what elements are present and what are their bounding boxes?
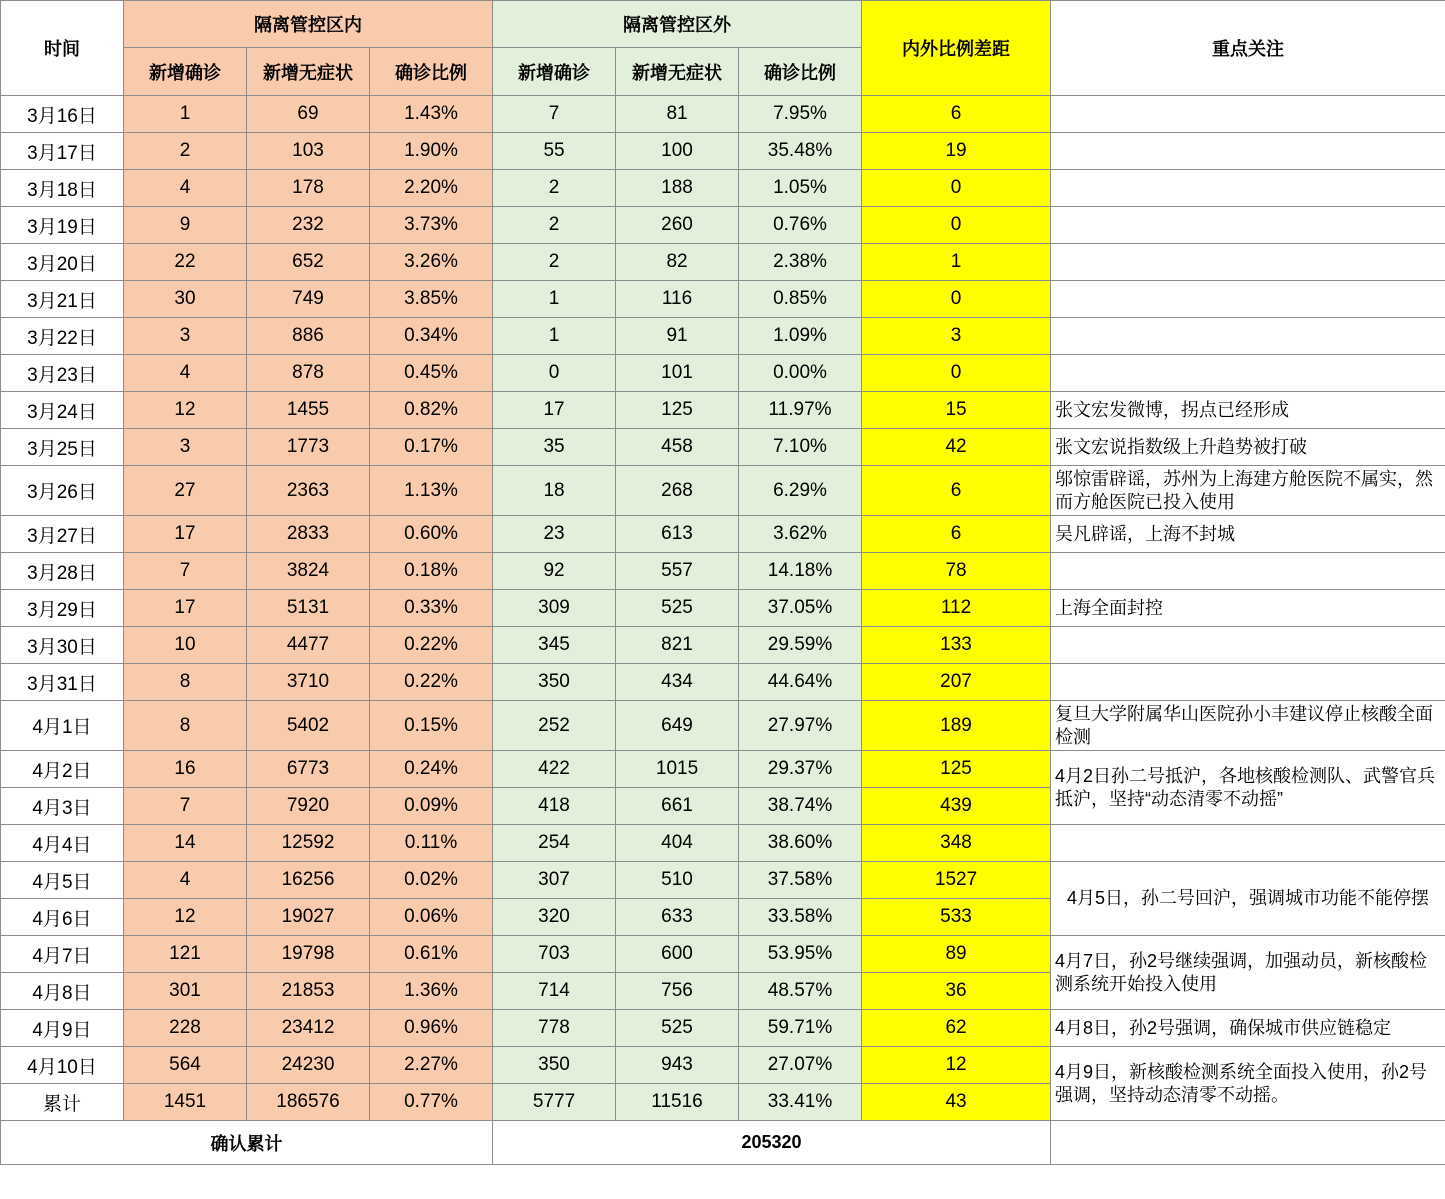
outside-ratio[interactable]: 2.38% (739, 244, 862, 281)
outside-ratio[interactable]: 0.76% (739, 207, 862, 244)
table-row (1, 825, 1445, 862)
inside-new-asymptomatic[interactable]: 5402 (247, 701, 370, 751)
outside-ratio[interactable]: 38.60% (739, 825, 862, 862)
date-cell[interactable]: 3月26日 (1, 466, 124, 516)
focus-note[interactable]: 4月5日，孙二号回沪，强调城市功能不能停摆 (1051, 862, 1445, 936)
outside-new-confirmed[interactable]: 7 (493, 96, 616, 133)
outside-new-asymptomatic[interactable]: 661 (616, 788, 739, 825)
inside-new-asymptomatic[interactable]: 178 (247, 170, 370, 207)
inside-new-confirmed[interactable]: 3 (124, 318, 247, 355)
date-cell[interactable]: 累计 (1, 1084, 124, 1121)
outside-new-asymptomatic[interactable]: 11516 (616, 1084, 739, 1121)
table-row (1, 170, 1445, 207)
inside-new-asymptomatic[interactable]: 23412 (247, 1010, 370, 1047)
ratio-diff[interactable]: 89 (862, 936, 1051, 973)
header-outside-group[interactable]: 隔离管控区外 (493, 1, 862, 48)
outside-new-asymptomatic[interactable]: 82 (616, 244, 739, 281)
inside-ratio[interactable]: 0.15% (370, 701, 493, 751)
outside-new-confirmed[interactable]: 350 (493, 664, 616, 701)
inside-ratio[interactable]: 1.43% (370, 96, 493, 133)
outside-new-asymptomatic[interactable]: 188 (616, 170, 739, 207)
inside-new-asymptomatic[interactable]: 24230 (247, 1047, 370, 1084)
inside-new-asymptomatic[interactable]: 19798 (247, 936, 370, 973)
outside-ratio[interactable]: 11.97% (739, 392, 862, 429)
table-row (1, 590, 1445, 627)
inside-new-confirmed[interactable]: 8 (124, 664, 247, 701)
table-row (1, 244, 1445, 281)
inside-ratio[interactable]: 3.85% (370, 281, 493, 318)
inside-new-asymptomatic[interactable]: 16256 (247, 862, 370, 899)
inside-new-asymptomatic[interactable]: 1773 (247, 429, 370, 466)
inside-ratio[interactable]: 0.06% (370, 899, 493, 936)
outside-new-asymptomatic[interactable]: 821 (616, 627, 739, 664)
ratio-diff[interactable]: 439 (862, 788, 1051, 825)
focus-note[interactable]: 张文宏发微博，拐点已经形成 (1051, 392, 1445, 429)
inside-new-confirmed[interactable]: 228 (124, 1010, 247, 1047)
inside-new-asymptomatic[interactable]: 186576 (247, 1084, 370, 1121)
date-cell[interactable]: 3月25日 (1, 429, 124, 466)
inside-ratio[interactable]: 0.11% (370, 825, 493, 862)
outside-new-asymptomatic[interactable]: 756 (616, 973, 739, 1010)
outside-ratio[interactable]: 59.71% (739, 1010, 862, 1047)
inside-new-confirmed[interactable]: 17 (124, 516, 247, 553)
outside-new-confirmed[interactable]: 309 (493, 590, 616, 627)
focus-note[interactable] (1051, 355, 1445, 392)
outside-ratio[interactable]: 0.85% (739, 281, 862, 318)
inside-ratio[interactable]: 2.20% (370, 170, 493, 207)
inside-ratio[interactable]: 0.22% (370, 664, 493, 701)
inside-new-confirmed[interactable]: 12 (124, 899, 247, 936)
outside-new-confirmed[interactable]: 2 (493, 207, 616, 244)
inside-new-confirmed[interactable]: 1 (124, 96, 247, 133)
outside-ratio[interactable]: 1.05% (739, 170, 862, 207)
footer-empty-cell[interactable] (1051, 1121, 1445, 1165)
table-row (1, 207, 1445, 244)
header-focus[interactable]: 重点关注 (1051, 1, 1445, 96)
date-cell[interactable]: 3月21日 (1, 281, 124, 318)
focus-note[interactable]: 4月9日，新核酸检测系统全面投入使用，孙2号强调，坚持动态清零不动摇。 (1051, 1047, 1445, 1121)
date-cell[interactable]: 3月18日 (1, 170, 124, 207)
date-cell[interactable]: 4月6日 (1, 899, 124, 936)
outside-ratio[interactable]: 33.41% (739, 1084, 862, 1121)
outside-ratio[interactable]: 37.58% (739, 862, 862, 899)
outside-ratio[interactable]: 6.29% (739, 466, 862, 516)
date-cell[interactable]: 4月8日 (1, 973, 124, 1010)
inside-new-asymptomatic[interactable]: 2833 (247, 516, 370, 553)
ratio-diff[interactable]: 78 (862, 553, 1051, 590)
outside-ratio[interactable]: 14.18% (739, 553, 862, 590)
outside-ratio[interactable]: 29.59% (739, 627, 862, 664)
ratio-diff[interactable]: 125 (862, 751, 1051, 788)
outside-new-asymptomatic[interactable]: 943 (616, 1047, 739, 1084)
date-cell[interactable]: 4月10日 (1, 1047, 124, 1084)
outside-new-asymptomatic[interactable]: 458 (616, 429, 739, 466)
table-row (1, 1047, 1445, 1084)
ratio-diff[interactable]: 0 (862, 355, 1051, 392)
header-outside-new-asymptomatic[interactable]: 新增无症状 (616, 48, 739, 96)
header-inside-ratio[interactable]: 确诊比例 (370, 48, 493, 96)
outside-new-confirmed[interactable]: 320 (493, 899, 616, 936)
ratio-diff[interactable]: 133 (862, 627, 1051, 664)
inside-new-asymptomatic[interactable]: 749 (247, 281, 370, 318)
outside-ratio[interactable]: 44.64% (739, 664, 862, 701)
inside-new-asymptomatic[interactable]: 5131 (247, 590, 370, 627)
outside-new-confirmed[interactable]: 0 (493, 355, 616, 392)
inside-ratio[interactable]: 1.36% (370, 973, 493, 1010)
outside-new-asymptomatic[interactable]: 260 (616, 207, 739, 244)
table-row (1, 627, 1445, 664)
inside-new-confirmed[interactable]: 22 (124, 244, 247, 281)
outside-new-confirmed[interactable]: 422 (493, 751, 616, 788)
outside-new-confirmed[interactable]: 92 (493, 553, 616, 590)
outside-new-confirmed[interactable]: 55 (493, 133, 616, 170)
inside-new-confirmed[interactable]: 2 (124, 133, 247, 170)
ratio-diff[interactable]: 43 (862, 1084, 1051, 1121)
ratio-diff[interactable]: 348 (862, 825, 1051, 862)
ratio-diff[interactable]: 0 (862, 281, 1051, 318)
outside-new-confirmed[interactable]: 345 (493, 627, 616, 664)
focus-note[interactable] (1051, 553, 1445, 590)
outside-ratio[interactable]: 29.37% (739, 751, 862, 788)
outside-new-asymptomatic[interactable]: 81 (616, 96, 739, 133)
focus-note[interactable]: 上海全面封控 (1051, 590, 1445, 627)
outside-new-confirmed[interactable]: 714 (493, 973, 616, 1010)
table-row (1, 466, 1445, 516)
table-row (1, 516, 1445, 553)
table-row (1, 133, 1445, 170)
outside-new-asymptomatic[interactable]: 404 (616, 825, 739, 862)
inside-new-asymptomatic[interactable]: 6773 (247, 751, 370, 788)
date-cell[interactable]: 3月19日 (1, 207, 124, 244)
header-inside-new-confirmed[interactable]: 新增确诊 (124, 48, 247, 96)
outside-new-confirmed[interactable]: 252 (493, 701, 616, 751)
inside-new-confirmed[interactable]: 4 (124, 355, 247, 392)
outside-new-confirmed[interactable]: 350 (493, 1047, 616, 1084)
inside-ratio[interactable]: 0.96% (370, 1010, 493, 1047)
inside-new-confirmed[interactable]: 27 (124, 466, 247, 516)
focus-note[interactable]: 复旦大学附属华山医院孙小丰建议停止核酸全面检测 (1051, 701, 1445, 751)
focus-note[interactable] (1051, 96, 1445, 133)
focus-note[interactable]: 吴凡辟谣，上海不封城 (1051, 516, 1445, 553)
ratio-diff[interactable]: 0 (862, 170, 1051, 207)
outside-ratio[interactable]: 7.10% (739, 429, 862, 466)
date-cell[interactable]: 4月1日 (1, 701, 124, 751)
inside-ratio[interactable]: 0.82% (370, 392, 493, 429)
ratio-diff[interactable]: 1 (862, 244, 1051, 281)
focus-note[interactable] (1051, 627, 1445, 664)
inside-ratio[interactable]: 0.22% (370, 627, 493, 664)
outside-new-confirmed[interactable]: 1 (493, 318, 616, 355)
outside-new-confirmed[interactable]: 35 (493, 429, 616, 466)
footer-total-value[interactable]: 205320 (493, 1121, 1051, 1165)
outside-ratio[interactable]: 7.95% (739, 96, 862, 133)
inside-ratio[interactable]: 0.09% (370, 788, 493, 825)
outside-new-asymptomatic[interactable]: 510 (616, 862, 739, 899)
inside-new-asymptomatic[interactable]: 103 (247, 133, 370, 170)
date-cell[interactable]: 3月29日 (1, 590, 124, 627)
focus-note[interactable]: 4月2日孙二号抵沪，各地核酸检测队、武警官兵抵沪，坚持“动态清零不动摇” (1051, 751, 1445, 825)
focus-note[interactable] (1051, 207, 1445, 244)
outside-ratio[interactable]: 37.05% (739, 590, 862, 627)
ratio-diff[interactable]: 189 (862, 701, 1051, 751)
ratio-diff[interactable]: 1527 (862, 862, 1051, 899)
inside-new-asymptomatic[interactable]: 3710 (247, 664, 370, 701)
inside-new-asymptomatic[interactable]: 4477 (247, 627, 370, 664)
date-cell[interactable]: 3月20日 (1, 244, 124, 281)
ratio-diff[interactable]: 533 (862, 899, 1051, 936)
outside-new-confirmed[interactable]: 2 (493, 170, 616, 207)
outside-new-asymptomatic[interactable]: 1015 (616, 751, 739, 788)
inside-new-confirmed[interactable]: 9 (124, 207, 247, 244)
header-outside-new-confirmed[interactable]: 新增确诊 (493, 48, 616, 96)
inside-new-asymptomatic[interactable]: 652 (247, 244, 370, 281)
inside-new-confirmed[interactable]: 14 (124, 825, 247, 862)
ratio-diff[interactable]: 3 (862, 318, 1051, 355)
inside-new-asymptomatic[interactable]: 886 (247, 318, 370, 355)
ratio-diff[interactable]: 0 (862, 207, 1051, 244)
focus-note[interactable]: 4月7日，孙2号继续强调，加强动员，新核酸检测系统开始投入使用 (1051, 936, 1445, 1010)
inside-ratio[interactable]: 0.61% (370, 936, 493, 973)
ratio-diff[interactable]: 42 (862, 429, 1051, 466)
focus-note[interactable] (1051, 664, 1445, 701)
inside-new-confirmed[interactable]: 4 (124, 170, 247, 207)
ratio-diff[interactable]: 6 (862, 96, 1051, 133)
outside-new-confirmed[interactable]: 5777 (493, 1084, 616, 1121)
table-row (1, 664, 1445, 701)
ratio-diff[interactable]: 207 (862, 664, 1051, 701)
table-row (1, 553, 1445, 590)
ratio-diff[interactable]: 12 (862, 1047, 1051, 1084)
inside-new-confirmed[interactable]: 16 (124, 751, 247, 788)
outside-new-confirmed[interactable]: 18 (493, 466, 616, 516)
outside-new-asymptomatic[interactable]: 101 (616, 355, 739, 392)
outside-ratio[interactable]: 1.09% (739, 318, 862, 355)
footer-label[interactable]: 确认累计 (1, 1121, 493, 1165)
inside-new-confirmed[interactable]: 1451 (124, 1084, 247, 1121)
outside-new-confirmed[interactable]: 254 (493, 825, 616, 862)
table-row (1, 701, 1445, 751)
date-cell[interactable]: 4月3日 (1, 788, 124, 825)
table-row (1, 355, 1445, 392)
outside-ratio[interactable]: 48.57% (739, 973, 862, 1010)
inside-new-asymptomatic[interactable]: 2363 (247, 466, 370, 516)
outside-new-confirmed[interactable]: 778 (493, 1010, 616, 1047)
outside-new-asymptomatic[interactable]: 91 (616, 318, 739, 355)
focus-note[interactable] (1051, 825, 1445, 862)
outside-new-confirmed[interactable]: 703 (493, 936, 616, 973)
outside-new-asymptomatic[interactable]: 525 (616, 590, 739, 627)
inside-new-asymptomatic[interactable]: 21853 (247, 973, 370, 1010)
header-diff[interactable]: 内外比例差距 (862, 1, 1051, 96)
table-row (1, 1010, 1445, 1047)
table-row (1, 392, 1445, 429)
header-inside-new-asymptomatic[interactable]: 新增无症状 (247, 48, 370, 96)
date-cell[interactable]: 3月28日 (1, 553, 124, 590)
inside-ratio[interactable]: 0.60% (370, 516, 493, 553)
outside-new-confirmed[interactable]: 17 (493, 392, 616, 429)
inside-new-confirmed[interactable]: 7 (124, 788, 247, 825)
table-row (1, 281, 1445, 318)
date-cell[interactable]: 4月5日 (1, 862, 124, 899)
focus-note[interactable]: 4月8日，孙2号强调，确保城市供应链稳定 (1051, 1010, 1445, 1047)
outside-ratio[interactable]: 27.97% (739, 701, 862, 751)
inside-new-asymptomatic[interactable]: 878 (247, 355, 370, 392)
ratio-diff[interactable]: 19 (862, 133, 1051, 170)
inside-new-confirmed[interactable]: 8 (124, 701, 247, 751)
inside-new-confirmed[interactable]: 10 (124, 627, 247, 664)
inside-ratio[interactable]: 2.27% (370, 1047, 493, 1084)
inside-ratio[interactable]: 0.45% (370, 355, 493, 392)
inside-ratio[interactable]: 1.13% (370, 466, 493, 516)
date-cell[interactable]: 4月9日 (1, 1010, 124, 1047)
date-cell[interactable]: 3月22日 (1, 318, 124, 355)
inside-ratio[interactable]: 0.34% (370, 318, 493, 355)
date-cell[interactable]: 4月4日 (1, 825, 124, 862)
outside-ratio[interactable]: 27.07% (739, 1047, 862, 1084)
outside-new-asymptomatic[interactable]: 600 (616, 936, 739, 973)
ratio-diff[interactable]: 112 (862, 590, 1051, 627)
outside-new-asymptomatic[interactable]: 613 (616, 516, 739, 553)
outside-new-asymptomatic[interactable]: 434 (616, 664, 739, 701)
inside-new-asymptomatic[interactable]: 7920 (247, 788, 370, 825)
header-outside-ratio[interactable]: 确诊比例 (739, 48, 862, 96)
inside-ratio[interactable]: 3.73% (370, 207, 493, 244)
inside-ratio[interactable]: 0.18% (370, 553, 493, 590)
outside-new-asymptomatic[interactable]: 268 (616, 466, 739, 516)
inside-new-confirmed[interactable]: 12 (124, 392, 247, 429)
header-time[interactable]: 时间 (1, 1, 124, 96)
ratio-diff[interactable]: 15 (862, 392, 1051, 429)
focus-note[interactable] (1051, 170, 1445, 207)
outside-ratio[interactable]: 35.48% (739, 133, 862, 170)
inside-new-confirmed[interactable]: 17 (124, 590, 247, 627)
inside-new-confirmed[interactable]: 4 (124, 862, 247, 899)
header-inside-group[interactable]: 隔离管控区内 (124, 1, 493, 48)
date-cell[interactable]: 4月7日 (1, 936, 124, 973)
focus-note[interactable] (1051, 133, 1445, 170)
table-row (1, 936, 1445, 973)
outside-new-confirmed[interactable]: 23 (493, 516, 616, 553)
ratio-diff[interactable]: 6 (862, 466, 1051, 516)
focus-note[interactable]: 张文宏说指数级上升趋势被打破 (1051, 429, 1445, 466)
date-cell[interactable]: 3月31日 (1, 664, 124, 701)
outside-ratio[interactable]: 0.00% (739, 355, 862, 392)
date-cell[interactable]: 4月2日 (1, 751, 124, 788)
outside-new-asymptomatic[interactable]: 633 (616, 899, 739, 936)
focus-note[interactable] (1051, 281, 1445, 318)
inside-new-confirmed[interactable]: 121 (124, 936, 247, 973)
inside-new-asymptomatic[interactable]: 19027 (247, 899, 370, 936)
inside-ratio[interactable]: 0.24% (370, 751, 493, 788)
outside-new-confirmed[interactable]: 1 (493, 281, 616, 318)
outside-new-confirmed[interactable]: 307 (493, 862, 616, 899)
outside-new-confirmed[interactable]: 2 (493, 244, 616, 281)
table-row (1, 862, 1445, 899)
ratio-diff[interactable]: 6 (862, 516, 1051, 553)
focus-note[interactable] (1051, 244, 1445, 281)
date-cell[interactable]: 3月17日 (1, 133, 124, 170)
date-cell[interactable]: 3月23日 (1, 355, 124, 392)
date-cell[interactable]: 3月16日 (1, 96, 124, 133)
inside-ratio[interactable]: 0.02% (370, 862, 493, 899)
inside-new-asymptomatic[interactable]: 12592 (247, 825, 370, 862)
inside-new-confirmed[interactable]: 564 (124, 1047, 247, 1084)
outside-new-confirmed[interactable]: 418 (493, 788, 616, 825)
inside-new-asymptomatic[interactable]: 69 (247, 96, 370, 133)
date-cell[interactable]: 3月30日 (1, 627, 124, 664)
inside-new-confirmed[interactable]: 7 (124, 553, 247, 590)
outside-ratio[interactable]: 38.74% (739, 788, 862, 825)
inside-new-confirmed[interactable]: 30 (124, 281, 247, 318)
outside-new-asymptomatic[interactable]: 100 (616, 133, 739, 170)
outside-new-asymptomatic[interactable]: 649 (616, 701, 739, 751)
date-cell[interactable]: 3月24日 (1, 392, 124, 429)
inside-ratio[interactable]: 0.17% (370, 429, 493, 466)
inside-new-asymptomatic[interactable]: 1455 (247, 392, 370, 429)
inside-ratio[interactable]: 0.33% (370, 590, 493, 627)
outside-ratio[interactable]: 3.62% (739, 516, 862, 553)
inside-ratio[interactable]: 3.26% (370, 244, 493, 281)
table-row (1, 96, 1445, 133)
outside-ratio[interactable]: 53.95% (739, 936, 862, 973)
outside-ratio[interactable]: 33.58% (739, 899, 862, 936)
table-row (1, 318, 1445, 355)
inside-new-confirmed[interactable]: 3 (124, 429, 247, 466)
focus-note[interactable]: 邬惊雷辟谣，苏州为上海建方舱医院不属实，然而方舱医院已投入使用 (1051, 466, 1445, 516)
inside-ratio[interactable]: 0.77% (370, 1084, 493, 1121)
table-row (1, 751, 1445, 788)
table-row (1, 429, 1445, 466)
ratio-diff[interactable]: 62 (862, 1010, 1051, 1047)
ratio-diff[interactable]: 36 (862, 973, 1051, 1010)
outside-new-asymptomatic[interactable]: 116 (616, 281, 739, 318)
inside-new-asymptomatic[interactable]: 3824 (247, 553, 370, 590)
focus-note[interactable] (1051, 318, 1445, 355)
inside-new-asymptomatic[interactable]: 232 (247, 207, 370, 244)
outside-new-asymptomatic[interactable]: 525 (616, 1010, 739, 1047)
outside-new-asymptomatic[interactable]: 125 (616, 392, 739, 429)
inside-new-confirmed[interactable]: 301 (124, 973, 247, 1010)
outside-new-asymptomatic[interactable]: 557 (616, 553, 739, 590)
inside-ratio[interactable]: 1.90% (370, 133, 493, 170)
date-cell[interactable]: 3月27日 (1, 516, 124, 553)
